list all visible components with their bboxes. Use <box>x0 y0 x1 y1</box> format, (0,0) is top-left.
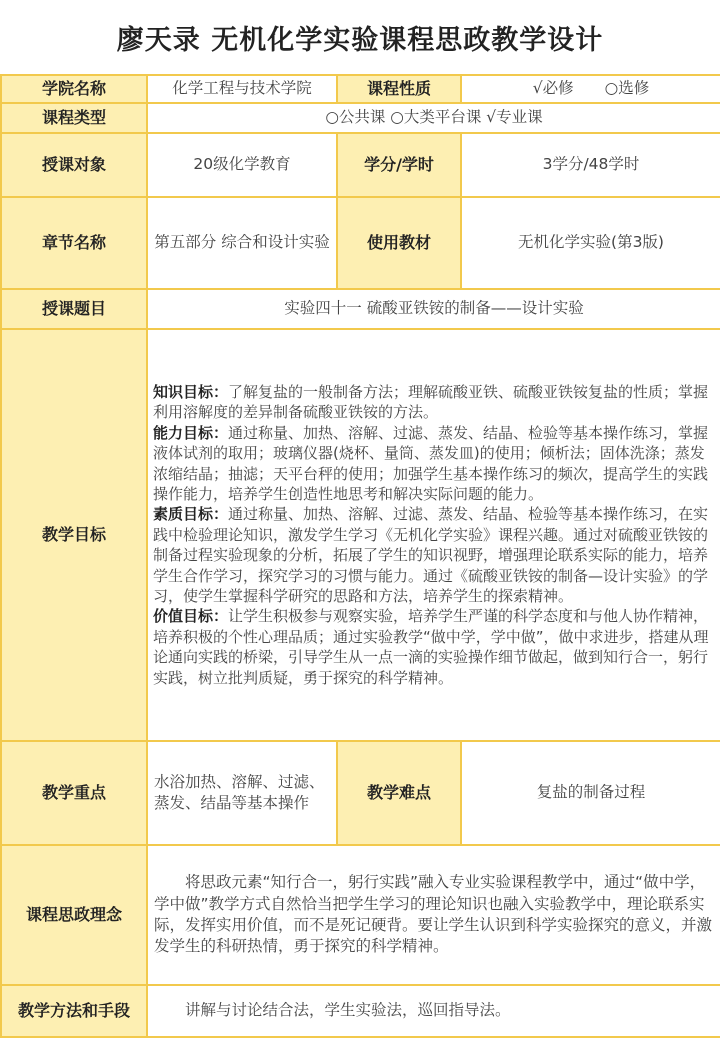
design-table <box>0 74 720 1038</box>
ability-goal-head: 能力目标： <box>153 423 229 442</box>
row-goals <box>1 329 720 741</box>
row-focus <box>1 741 720 845</box>
row-audience <box>1 133 720 197</box>
focus-value: 水浴加热、溶解、过滤、蒸发、结晶等基本操作 <box>147 741 337 845</box>
ability-goal <box>153 423 715 505</box>
college-value: 化学工程与技术学院 <box>147 75 337 103</box>
row-method <box>1 985 720 1037</box>
audience-value: 20级化学教育 <box>147 133 337 197</box>
textbook-value: 无机化学实验(第3版) <box>461 197 720 289</box>
row-type <box>1 103 720 133</box>
concept-label: 课程思政理念 <box>1 845 147 985</box>
audience-label: 授课对象 <box>1 133 147 197</box>
topic-label: 授课题目 <box>1 289 147 329</box>
topic-value: 实验四十一 硫酸亚铁铵的制备——设计实验 <box>147 289 720 329</box>
quality-goal <box>153 504 715 606</box>
row-college <box>1 75 720 103</box>
knowledge-goal-text: 了解复盐的一般制备方法；理解硫酸亚铁、硫酸亚铁铵复盐的性质；掌握利用溶解度的差异制备硫酸亚铁铵的方法。 <box>153 383 709 422</box>
concept-value: 将思政元素“知行合一，躬行实践”融入专业实验课程教学中，通过“做中学，学中做”教学方式自然恰当把学生学习的理论知识也融入实验教学中，理论联系实际，发挥实用价值，而不是死记硬背。要让学生认识到科学实验探究的意义，并激发学生的科研热情，勇于探究的科学精神。 <box>147 845 720 985</box>
type-value: ○公共课 ○大类平台课 √专业课 <box>147 103 720 133</box>
goals-label: 教学目标 <box>1 329 147 741</box>
nature-value: √必修 ○选修 <box>461 75 720 103</box>
credit-value: 3学分/48学时 <box>461 133 720 197</box>
textbook-label: 使用教材 <box>337 197 461 289</box>
knowledge-goal-head: 知识目标： <box>153 383 229 402</box>
document-title: 廖天录 无机化学实验课程思政教学设计 <box>116 24 604 56</box>
difficulty-label: 教学难点 <box>337 741 461 845</box>
credit-label: 学分/学时 <box>337 133 461 197</box>
difficulty-value: 复盐的制备过程 <box>461 741 720 845</box>
chapter-label: 章节名称 <box>1 197 147 289</box>
knowledge-goal <box>153 382 715 423</box>
row-chapter <box>1 197 720 289</box>
focus-label: 教学重点 <box>1 741 147 845</box>
college-label: 学院名称 <box>1 75 147 103</box>
row-concept <box>1 845 720 985</box>
quality-goal-text: 通过称量、加热、溶解、过滤、蒸发、结晶、检验等基本操作练习，在实践中检验理论知识，激发学生学习《无机化学实验》课程兴趣。通过对硫酸亚铁铵的制备过程实验现象的分析，拓展了学生的知识视野，增强理论联系实际的能力，培养学生合作学习，探究学习的习惯与能力。通过《硫酸亚铁铵的制备—设计实验》的学习，使学生掌握科学研究的思路和方法，培养学生的探索精神。 <box>153 505 709 605</box>
method-label: 教学方法和手段 <box>1 985 147 1037</box>
method-value: 讲解与讨论结合法，学生实验法，巡回指导法。 <box>147 985 720 1037</box>
ability-goal-text: 通过称量、加热、溶解、过滤、蒸发、结晶、检验等基本操作练习，掌握液体试剂的取用；玻璃仪器(烧杯、量筒、蒸发皿)的使用；倾析法；固体洗涤；蒸发浓缩结晶；抽滤；天平台秤的使用；加强学生基本操作练习的频次，提高学生的实践操作能力，培养学生创造性地思考和解决实际问题的能力。 <box>153 423 709 504</box>
quality-goal-head: 素质目标： <box>153 505 229 524</box>
type-label: 课程类型 <box>1 103 147 133</box>
value-goal-text: 让学生积极参与观察实验，培养学生严谨的科学态度和与他人协作精神，培养积极的个性心理品质；通过实验教学“做中学，学中做”，做中求进步，搭建从理论通向实践的桥梁，引导学生从一点一滴的实验操作细节做起，做到知行合一，躬行实践，树立批判质疑，勇于探究的科学精神。 <box>153 607 709 687</box>
nature-label: 课程性质 <box>337 75 461 103</box>
goals-content <box>147 329 720 741</box>
value-goal-head: 价值目标： <box>153 607 229 626</box>
chapter-value: 第五部分 综合和设计实验 <box>147 197 337 289</box>
row-topic <box>1 289 720 329</box>
value-goal <box>153 606 715 688</box>
